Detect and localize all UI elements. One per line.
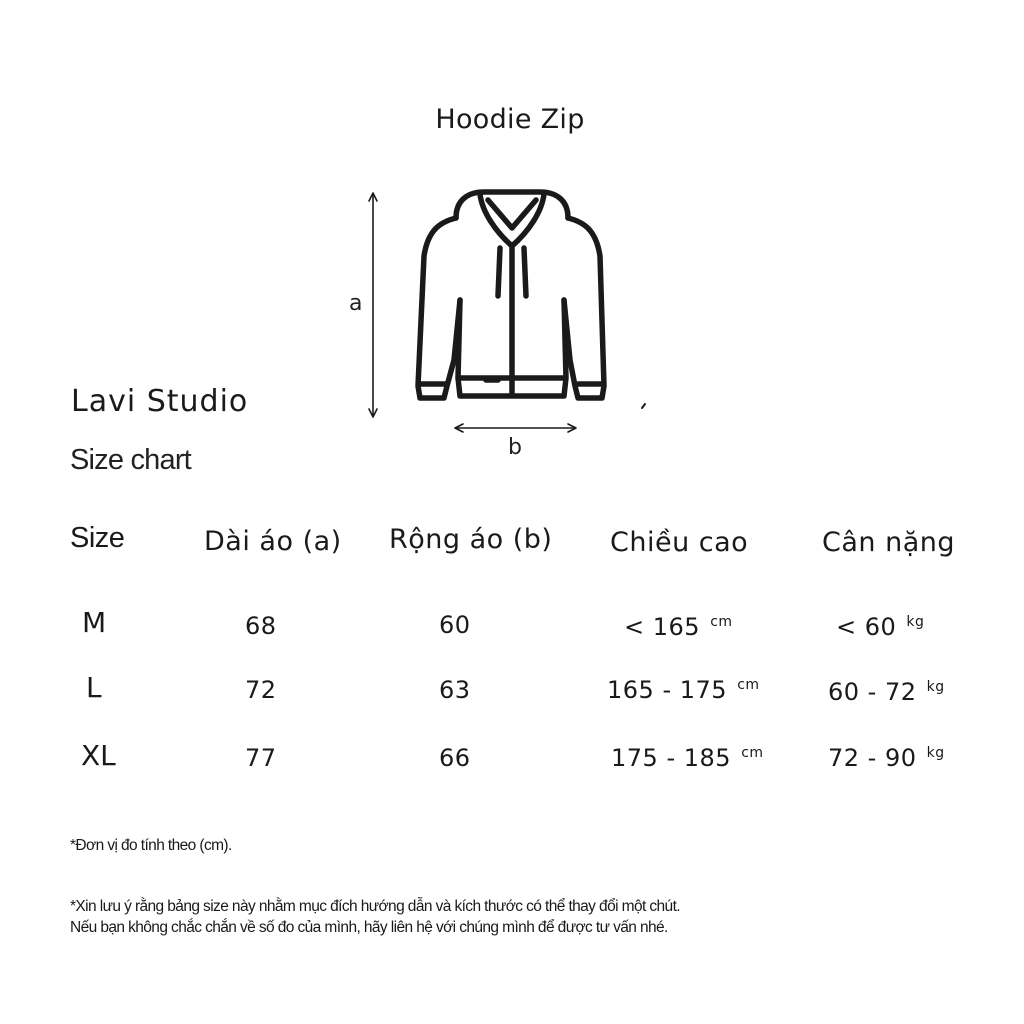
- row-l-height-unit: cm: [737, 677, 760, 693]
- row-m-height-unit: cm: [710, 614, 733, 630]
- row-xl-size: XL: [81, 739, 116, 772]
- row-l-weight-value: 60 - 72: [828, 678, 917, 706]
- row-m-height: [624, 613, 733, 641]
- header-width: Rộng áo (b): [389, 524, 553, 555]
- brand-name: Lavi Studio: [71, 384, 249, 419]
- row-xl-height: [611, 744, 764, 772]
- header-size: Size: [70, 522, 125, 554]
- disclaimer-line-1: *Xin lưu ý rằng bảng size này nhằm mục đích hướng dẫn và kích thước có thể thay đổi một chút.: [70, 898, 680, 915]
- header-weight: Cân nặng: [822, 527, 956, 558]
- hoodie-zip-icon: [360, 180, 660, 460]
- row-m-size: M: [82, 606, 107, 639]
- row-m-length: 68: [245, 612, 277, 640]
- header-length: Dài áo (a): [204, 526, 342, 557]
- row-xl-width: 66: [439, 744, 471, 772]
- hoodie-figure: [360, 180, 660, 460]
- row-xl-height-value: 175 - 185: [611, 744, 732, 772]
- row-l-height: [607, 676, 760, 704]
- width-label: b: [508, 435, 522, 460]
- row-xl-weight-value: 72 - 90: [828, 744, 917, 772]
- row-xl-length: 77: [245, 744, 277, 772]
- row-l-weight: [828, 678, 945, 706]
- row-l-length: 72: [245, 676, 277, 704]
- row-xl-height-unit: cm: [741, 745, 764, 761]
- row-l-weight-unit: kg: [926, 679, 945, 695]
- row-m-weight: [836, 613, 924, 641]
- row-m-weight-unit: kg: [906, 614, 925, 630]
- row-m-weight-value: < 60: [836, 613, 897, 641]
- page-title: Hoodie Zip: [435, 104, 585, 135]
- row-m-height-value: < 165: [624, 613, 701, 641]
- row-l-height-value: 165 - 175: [607, 676, 728, 704]
- disclaimer-line-2: Nếu bạn không chắc chắn về số đo của mình, hãy liên hệ với chúng mình để được tư vấn nhé.: [70, 919, 668, 936]
- row-l-size: L: [86, 671, 102, 704]
- row-xl-weight-unit: kg: [926, 745, 945, 761]
- row-xl-weight: [828, 744, 945, 772]
- height-label: a: [349, 291, 363, 316]
- chart-subtitle: Size chart: [70, 444, 191, 476]
- header-height: Chiều cao: [610, 527, 749, 558]
- row-l-width: 63: [439, 676, 471, 704]
- unit-note: *Đơn vị đo tính theo (cm).: [70, 837, 232, 854]
- row-m-width: 60: [439, 611, 471, 639]
